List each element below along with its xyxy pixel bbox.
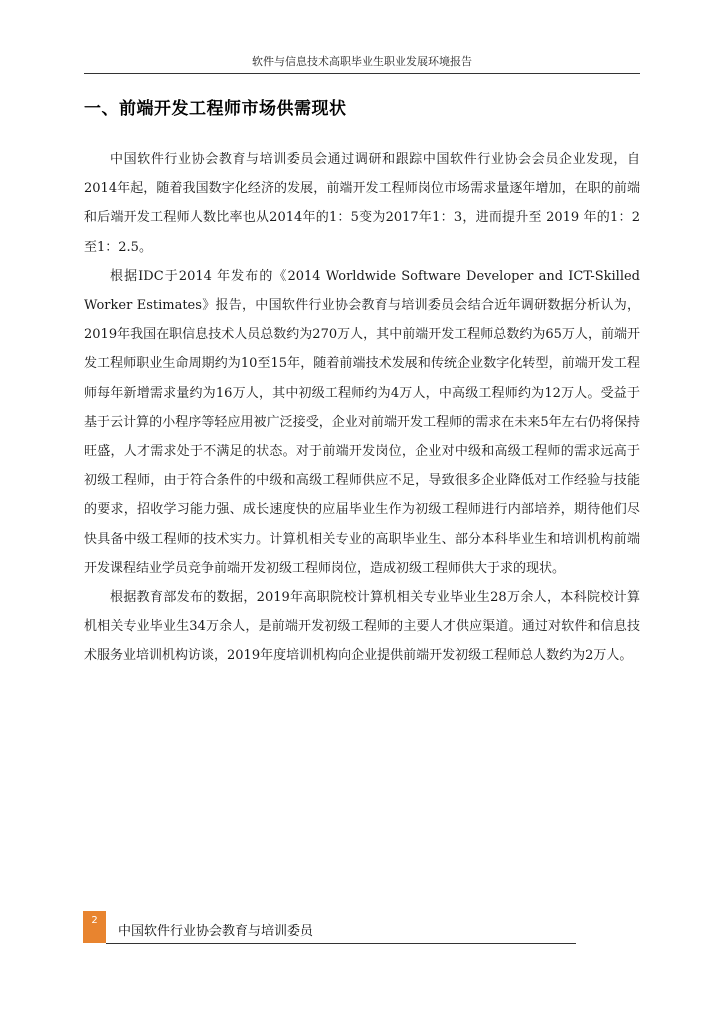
paragraph-1: 中国软件行业协会教育与培训委员会通过调研和跟踪中国软件行业协会会员企业发现，自2014年起，随着我国数字化经济的发展，前端开发工程师岗位市场需求量逐年增加，在职的前端和后端开发工程师人数比率也从2014年的1：5变为2017年1：3，进而提升至 2019 年的1：2至1：2.5。 bbox=[84, 152, 640, 255]
page-number-badge: 2 bbox=[83, 911, 106, 943]
paragraph-2: 根据IDC于2014 年发布的《2014 Worldwide Software Developer and ICT-Skilled Worker Estimates》报告，中国软件行业协会教育与培训委员会结合近年调研数据分析认为，2019年我国在职信息技术人员总数约为270万人，其中前端开发工程师总数约为65万人，前端开发工程师职业生命周期约为10至15年，随着前端技术发展和传统企业数字化转型，前端开发工程师每年新增需求量约为16万人，其中初级工程师约为4万人，中高级工程师约为12万人。受益于基于云计算的小程序等轻应用被广泛接受，企业对前端开发工程师的需求在未来5年左右仍将保持旺盛，人才需求处于不满足的状态。对于前端开发岗位，企业对中级和高级工程师的需求远高于初级工程师，由于符合条件的中级和高级工程师供应不足，导致很多企业降低对工作经验与技能的要求，招收学习能力强、成长速度快的应届毕业生作为初级工程师进行内部培养，期待他们尽快具备中级工程师的技术实力。计算机相关专业的高职毕业生、部分本科毕业生和培训机构前端开发课程结业学员竞争前端开发初级工程师岗位，造成初级工程师供大于求的现状。 bbox=[84, 268, 640, 576]
footer-divider bbox=[106, 943, 576, 944]
header-divider bbox=[84, 73, 640, 74]
footer-organization: 中国软件行业协会教育与培训委员 bbox=[118, 924, 314, 939]
body-text bbox=[84, 145, 640, 671]
running-header: 软件与信息技术高职毕业生职业发展环境报告 bbox=[252, 55, 472, 68]
paragraph-3: 根据教育部发布的数据，2019年高职院校计算机相关专业毕业生28万余人，本科院校计算机相关专业毕业生34万余人，是前端开发初级工程师的主要人才供应渠道。通过对软件和信息技术服务业培训机构访谈，2019年度培训机构向企业提供前端开发初级工程师总人数约为2万人。 bbox=[84, 590, 640, 664]
section-title: 一、前端开发工程师市场供需现状 bbox=[84, 99, 347, 119]
